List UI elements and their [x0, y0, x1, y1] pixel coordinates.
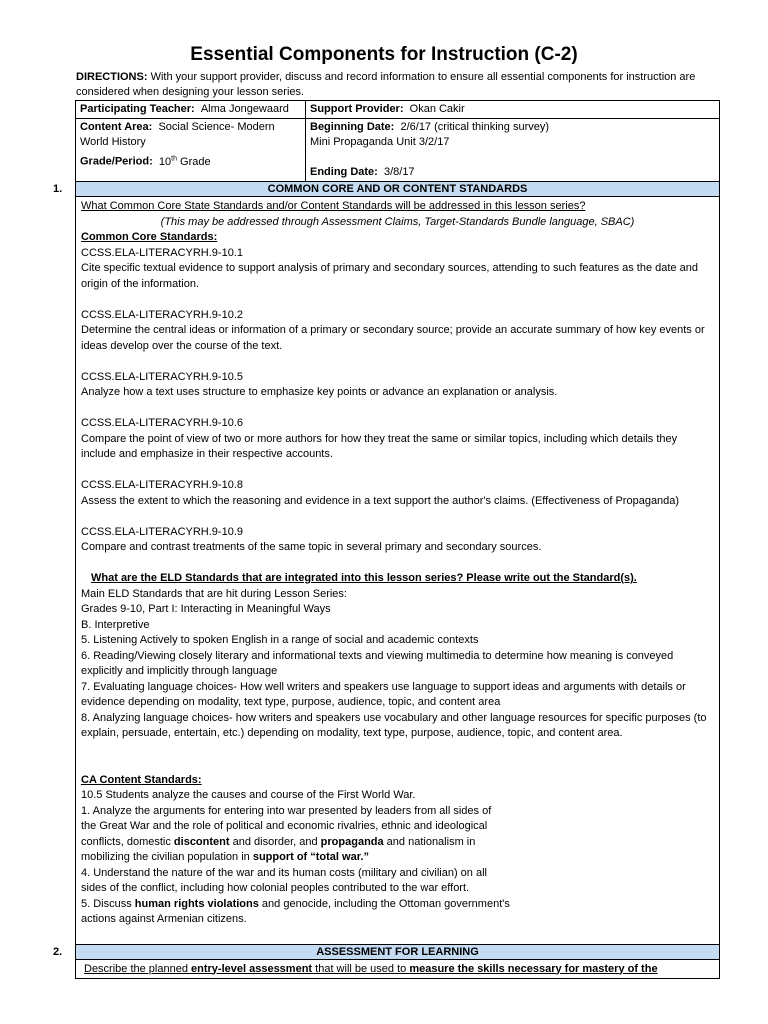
grade-value: 10th Grade: [158, 155, 211, 168]
ca-line: 1. Analyze the arguments for entering into war presented by leaders from all sides of: [81, 804, 492, 817]
directions-label: DIRECTIONS:: [76, 71, 148, 83]
ending-label: Ending Date:: [310, 166, 378, 178]
grade-label: Grade/Period:: [80, 155, 153, 168]
standard-code: CCSS.ELA-LITERACYRH.9-10.5: [81, 370, 243, 383]
standard-code: CCSS.ELA-LITERACYRH.9-10.9: [81, 525, 243, 538]
standard-text: Compare the point of view of two or more authors for how they treat the same or similar topics, including which details they include and emphasize in their respective accounts.: [81, 432, 678, 460]
ca-line: 4. Understand the nature of the war and its human costs (military and civilian) on all: [81, 866, 487, 879]
section-2-header: [53, 945, 719, 960]
teacher-value: Alma Jongewaard: [200, 103, 289, 115]
section-2-heading: ASSESSMENT FOR LEARNING: [316, 945, 479, 958]
eld-line: 7. Evaluating language choices- How well writers and speakers use language to support ideas and arguments with details or evidence depending on modality, text type, purpose, audience, topic, and content area: [81, 680, 686, 708]
ca-line: mobilizing the civilian population in support of “total war.”: [81, 851, 369, 863]
ending-value: 3/8/17: [383, 166, 415, 178]
ca-line: sides of the conflict, including how colonial peoples contributed to the war effort.: [81, 882, 470, 894]
standard-code: CCSS.ELA-LITERACYRH.9-10.2: [81, 308, 243, 321]
standard-code: CCSS.ELA-LITERACYRH.9-10.1: [81, 246, 243, 259]
assessment-description: Describe the planned entry-level assessment that will be used to measure the skills necessary for mastery of the: [84, 962, 658, 975]
standard-text: Analyze how a text uses structure to emphasize key points or advance an explanation or analysis.: [81, 386, 558, 398]
section-1-body: [76, 197, 719, 945]
eld-question: What are the ELD Standards that are integrated into this lesson series? Please write out the Standard(s).: [91, 572, 637, 584]
standards-question: What Common Core State Standards and/or Content Standards will be addressed in this lesson series?: [81, 200, 586, 212]
standard-text: Determine the central ideas or information of a primary or secondary source; provide an accurate summary of how key events or ideas develop over the course of the text.: [81, 324, 705, 352]
common-core-heading: Common Core Standards:: [81, 231, 218, 243]
ca-line: actions against Armenian citizens.: [81, 913, 247, 925]
beginning-value-2: Mini Propaganda Unit 3/2/17: [310, 136, 450, 148]
components-table: [53, 100, 720, 979]
standards-note: (This may be addressed through Assessment Claims, Target-Standards Bundle language, SBAC): [160, 215, 635, 228]
section-2-body: [76, 960, 719, 979]
eld-line: B. Interpretive: [81, 618, 150, 631]
eld-line: 8. Analyzing language choices- how writers and speakers use vocabulary and other language resources for specific purposes (to explain, persuade, entertain, etc.) depending on modality, text type, purpose, audience, topic, and content area.: [81, 711, 707, 739]
standard-text: Cite specific textual evidence to support analysis of primary and secondary sources, attending to such features as the date and origin of the information.: [81, 262, 698, 290]
content-label: Content Area:: [80, 121, 153, 133]
ca-line: conflicts, domestic discontent and disorder, and propaganda and nationalism in: [81, 835, 476, 848]
eld-line: 6. Reading/Viewing closely literary and informational texts and viewing multimedia to determine how meaning is conveyed explicitly and implicitly through language: [81, 649, 674, 677]
provider-value: Okan Cakir: [409, 103, 465, 115]
section-1-heading: COMMON CORE AND OR CONTENT STANDARDS: [267, 183, 528, 195]
eld-line: Main ELD Standards that are hit during Lesson Series:: [81, 587, 347, 600]
content-value-2: World History: [80, 136, 146, 148]
page-title: Essential Components for Instruction (C-2): [190, 44, 578, 65]
ca-line: 5. Discuss human rights violations and genocide, including the Ottoman government's: [81, 897, 510, 910]
beginning-label: Beginning Date:: [310, 121, 395, 133]
standard-text: Compare and contrast treatments of the same topic in several primary and secondary sources.: [81, 541, 542, 553]
provider-label: Support Provider:: [310, 103, 404, 115]
teacher-label: Participating Teacher:: [80, 103, 195, 115]
directions: [76, 70, 716, 100]
standard-text: Assess the extent to which the reasoning and evidence in a text support the author's claims. (Effectiveness of Propaganda): [81, 494, 680, 507]
standard-code: CCSS.ELA-LITERACYRH.9-10.6: [81, 417, 243, 429]
directions-text: With your support provider, discuss and record information to ensure all essential components for instruction are considered when designing your lesson series.: [76, 71, 696, 98]
content-value: Social Science- Modern: [158, 121, 275, 133]
standard-code: CCSS.ELA-LITERACYRH.9-10.8: [81, 479, 243, 491]
teacher-row: [76, 101, 719, 119]
eld-line: Grades 9-10, Part I: Interacting in Meaningful Ways: [81, 603, 331, 615]
section-2-number: 2.: [53, 945, 63, 958]
ca-intro: 10.5 Students analyze the causes and course of the First World War.: [81, 789, 416, 801]
eld-line: 5. Listening Actively to spoken English in a range of social and academic contexts: [81, 634, 479, 646]
section-1-number: 1.: [53, 183, 63, 195]
ca-standards-heading: CA Content Standards:: [81, 773, 202, 786]
ca-line: the Great War and the role of political and economic rivalries, ethnic and ideological: [81, 820, 488, 832]
section-1-header: [53, 182, 719, 197]
content-row: [76, 119, 719, 182]
beginning-value: 2/6/17 (critical thinking survey): [400, 121, 550, 133]
